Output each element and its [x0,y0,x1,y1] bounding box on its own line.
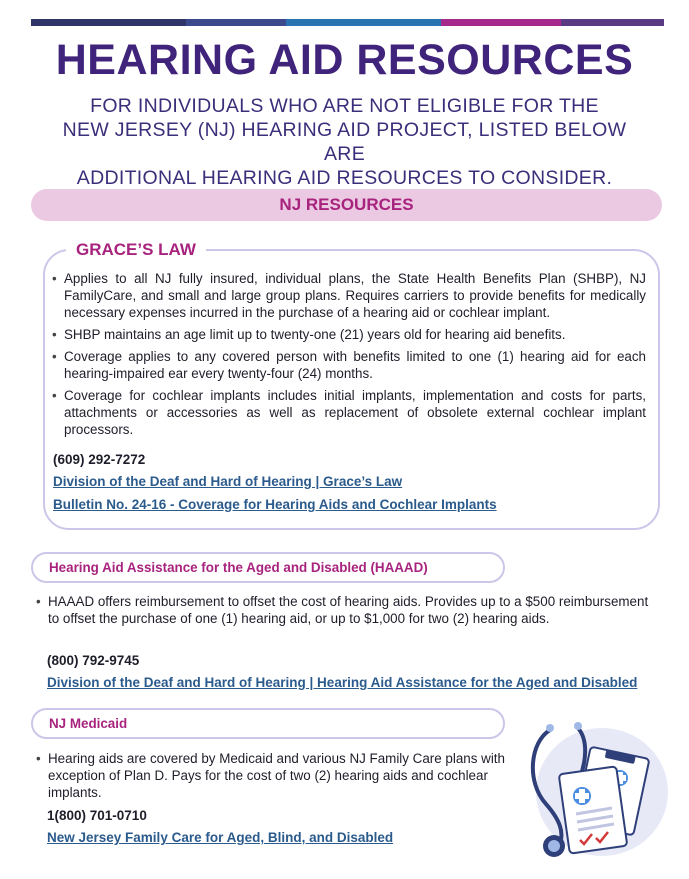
graces-law-link[interactable]: Division of the Deaf and Hard of Hearing | Grace’s Law [53,474,403,489]
medical-documents-stethoscope-icon [520,712,670,862]
haaad-list [36,593,658,627]
section-heading-nj-resources: NJ RESOURCES [31,189,662,221]
haaad-phone: (800) 792-9745 [47,653,140,668]
bulletin-link[interactable]: Bulletin No. 24-16 - Coverage for Hearing Aids and Cochlear Implants [53,497,497,512]
medicaid-phone: 1(800) 701-0710 [47,808,147,823]
medicaid-heading: NJ Medicaid [31,708,505,739]
page-subtitle [40,94,649,190]
decorative-top-bar [31,19,664,26]
medicaid-link[interactable]: New Jersey Family Care for Aged, Blind, and Disabled [47,830,394,845]
list-item: • HAAAD offers reimbursement to offset the cost of hearing aids. Provides up to a $500 reimbursement to offset the purchase of one (1) hearing aid, or up to $1,000 for two (2) hearing aids. [36,593,658,627]
haaad-heading: Hearing Aid Assistance for the Aged and Disabled (HAAAD) [31,552,505,583]
list-item: • Hearing aids are covered by Medicaid and various NJ Family Care plans with exception of Plan D. Pays for the cost of two (2) hearing aids and cochlear implants. [36,750,506,801]
list-item: • Applies to all NJ fully insured, individual plans, the State Health Benefits Plan (SHBP), NJ FamilyCare, and small and large group plans. Requires carriers to provide benefits for medically necessary expenses incurred in the purchase of a hearing aid or cochlear implant. [52,270,646,321]
subtitle-line: NEW JERSEY (NJ) HEARING AID PROJECT, LISTED BELOW ARE [62,119,627,165]
list-item: • Coverage applies to any covered person with benefits limited to one (1) hearing aid for each hearing-impaired ear every twenty-four (24) months. [52,348,646,382]
subtitle-line: FOR INDIVIDUALS WHO ARE NOT ELIGIBLE FOR THE [90,95,599,117]
graces-law-title: GRACE’S LAW [66,240,206,260]
graces-law-list [52,270,646,443]
page-title: HEARING AID RESOURCES [55,36,634,84]
list-item: • Coverage for cochlear implants includes initial implants, implementation and costs for parts, attachments or accessories as well as replacement of obsolete external cochlear implant processors. [52,387,646,438]
graces-law-phone: (609) 292-7272 [53,452,146,467]
subtitle-line: ADDITIONAL HEARING AID RESOURCES TO CONSIDER. [76,167,613,189]
medicaid-list [36,750,506,801]
haaad-link[interactable]: Division of the Deaf and Hard of Hearing | Hearing Aid Assistance for the Aged and Disabled [47,675,638,690]
list-item: • SHBP maintains an age limit up to twenty-one (21) years old for hearing aid benefits. [52,326,646,343]
